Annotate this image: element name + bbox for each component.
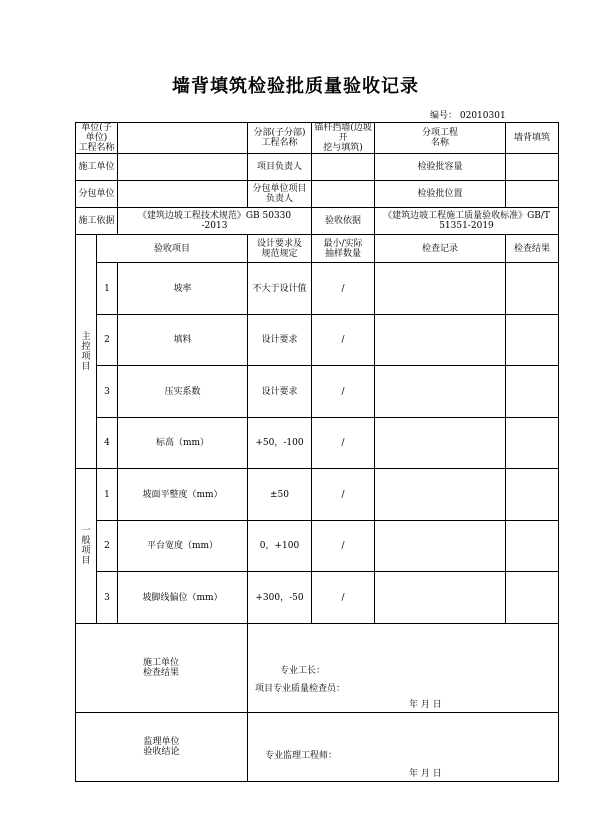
- col-result: 检查结果: [506, 235, 559, 263]
- item-requirement: 设计要求: [248, 315, 312, 366]
- item-no: 3: [97, 366, 118, 418]
- general-items-label: 一 般 项 目: [76, 469, 97, 624]
- inspection-form-table: [75, 122, 559, 782]
- table-row: [76, 521, 559, 572]
- column-header-row: [76, 235, 559, 263]
- serial-number: 编号： 02010301: [430, 111, 506, 121]
- unit-name-value[interactable]: [118, 123, 248, 154]
- supervisor-engineer-label: 专业监理工程师：: [265, 751, 338, 761]
- batch-location-label: 检验批位置: [375, 181, 506, 208]
- item-name: 坡脚线偏位（mm）: [118, 572, 248, 624]
- item-record[interactable]: [375, 469, 506, 521]
- item-requirement: ±50: [248, 469, 312, 521]
- sub-pm-label: 分包单位项目 负责人: [248, 181, 312, 208]
- item-sample[interactable]: /: [312, 366, 375, 418]
- main-control-label: 主 控 项 目: [76, 235, 97, 469]
- subcontractor-label: 分包单位: [76, 181, 118, 208]
- item-record[interactable]: [375, 418, 506, 469]
- col-item: 验收项目: [97, 235, 248, 263]
- table-row: [76, 315, 559, 366]
- item-no: 2: [97, 521, 118, 572]
- col-record: 检查记录: [375, 235, 506, 263]
- item-name: 坡面平整度（mm）: [118, 469, 248, 521]
- subitem-name-value[interactable]: 墙背填筑: [506, 123, 559, 154]
- item-name: 坡率: [118, 263, 248, 315]
- item-no: 4: [97, 418, 118, 469]
- item-result[interactable]: [506, 263, 559, 315]
- contractor-check-row: [76, 624, 559, 713]
- acceptance-basis-value[interactable]: 《建筑边坡工程施工质量验收标准》GB/T 51351-2019: [375, 208, 559, 235]
- col-requirement: 设计要求及 规范规定: [248, 235, 312, 263]
- item-requirement: 设计要求: [248, 366, 312, 418]
- acceptance-basis-label: 验收依据: [312, 208, 375, 235]
- supervisor-row: [76, 713, 559, 782]
- item-sample[interactable]: /: [312, 572, 375, 624]
- item-sample[interactable]: /: [312, 521, 375, 572]
- header-row-subcontractor: [76, 181, 559, 208]
- item-requirement: 0，+100: [248, 521, 312, 572]
- item-sample[interactable]: /: [312, 469, 375, 521]
- item-result[interactable]: [506, 315, 559, 366]
- form-title: 墙背填筑检验批质量验收记录: [172, 76, 419, 97]
- item-requirement: +50，-100: [248, 418, 312, 469]
- project-manager-label: 项目负责人: [248, 154, 312, 181]
- item-sample[interactable]: /: [312, 315, 375, 366]
- item-no: 2: [97, 315, 118, 366]
- item-sample[interactable]: /: [312, 418, 375, 469]
- header-row-basis: [76, 208, 559, 235]
- contractor-value[interactable]: [118, 154, 248, 181]
- batch-capacity-label: 检验批容量: [375, 154, 506, 181]
- item-no: 1: [97, 263, 118, 315]
- item-record[interactable]: [375, 521, 506, 572]
- contractor-check-area[interactable]: [248, 624, 559, 713]
- batch-location-value[interactable]: [506, 181, 559, 208]
- item-name: 填料: [118, 315, 248, 366]
- construction-basis-value[interactable]: 《建筑边坡工程技术规范》GB 50330 -2013: [118, 208, 312, 235]
- item-sample[interactable]: /: [312, 263, 375, 315]
- foreman-label: 专业工长：: [280, 666, 326, 676]
- item-result[interactable]: [506, 418, 559, 469]
- table-row: [76, 366, 559, 418]
- contractor-label: 施工单位: [76, 154, 118, 181]
- subcontractor-value[interactable]: [118, 181, 248, 208]
- item-name: 平台宽度（mm）: [118, 521, 248, 572]
- supervisor-area[interactable]: [248, 713, 559, 782]
- col-sample: 最小/实际 抽样数量: [312, 235, 375, 263]
- date-label: 年 月 日: [409, 769, 442, 779]
- item-requirement: +300，-50: [248, 572, 312, 624]
- item-record[interactable]: [375, 263, 506, 315]
- table-row: [76, 263, 559, 315]
- item-record[interactable]: [375, 366, 506, 418]
- item-no: 1: [97, 469, 118, 521]
- item-record[interactable]: [375, 315, 506, 366]
- construction-basis-label: 施工依据: [76, 208, 118, 235]
- sub-pm-value[interactable]: [312, 181, 375, 208]
- header-row-project: [76, 123, 559, 154]
- subitem-name-label: 分项工程 名称: [375, 123, 506, 154]
- date-label: 年 月 日: [409, 700, 442, 710]
- item-result[interactable]: [506, 521, 559, 572]
- contractor-check-label: 施工单位 检查结果: [76, 624, 248, 713]
- batch-capacity-value[interactable]: [506, 154, 559, 181]
- item-no: 3: [97, 572, 118, 624]
- item-result[interactable]: [506, 469, 559, 521]
- item-name: 标高（mm）: [118, 418, 248, 469]
- table-row: [76, 572, 559, 624]
- item-name: 压实系数: [118, 366, 248, 418]
- table-row: [76, 418, 559, 469]
- item-result[interactable]: [506, 572, 559, 624]
- item-requirement: 不大于设计值: [248, 263, 312, 315]
- item-record[interactable]: [375, 572, 506, 624]
- item-result[interactable]: [506, 366, 559, 418]
- header-row-contractor: [76, 154, 559, 181]
- unit-name-label: 单位(子单位) 工程名称: [76, 123, 118, 154]
- division-name-value[interactable]: 锚杆挡墙(边坡开 挖与填筑): [312, 123, 375, 154]
- project-manager-value[interactable]: [312, 154, 375, 181]
- table-row: [76, 469, 559, 521]
- qc-inspector-label: 项目专业质量检查员：: [255, 684, 346, 694]
- supervisor-label: 监理单位 验收结论: [76, 713, 248, 782]
- division-name-label: 分部(子分部) 工程名称: [248, 123, 312, 154]
